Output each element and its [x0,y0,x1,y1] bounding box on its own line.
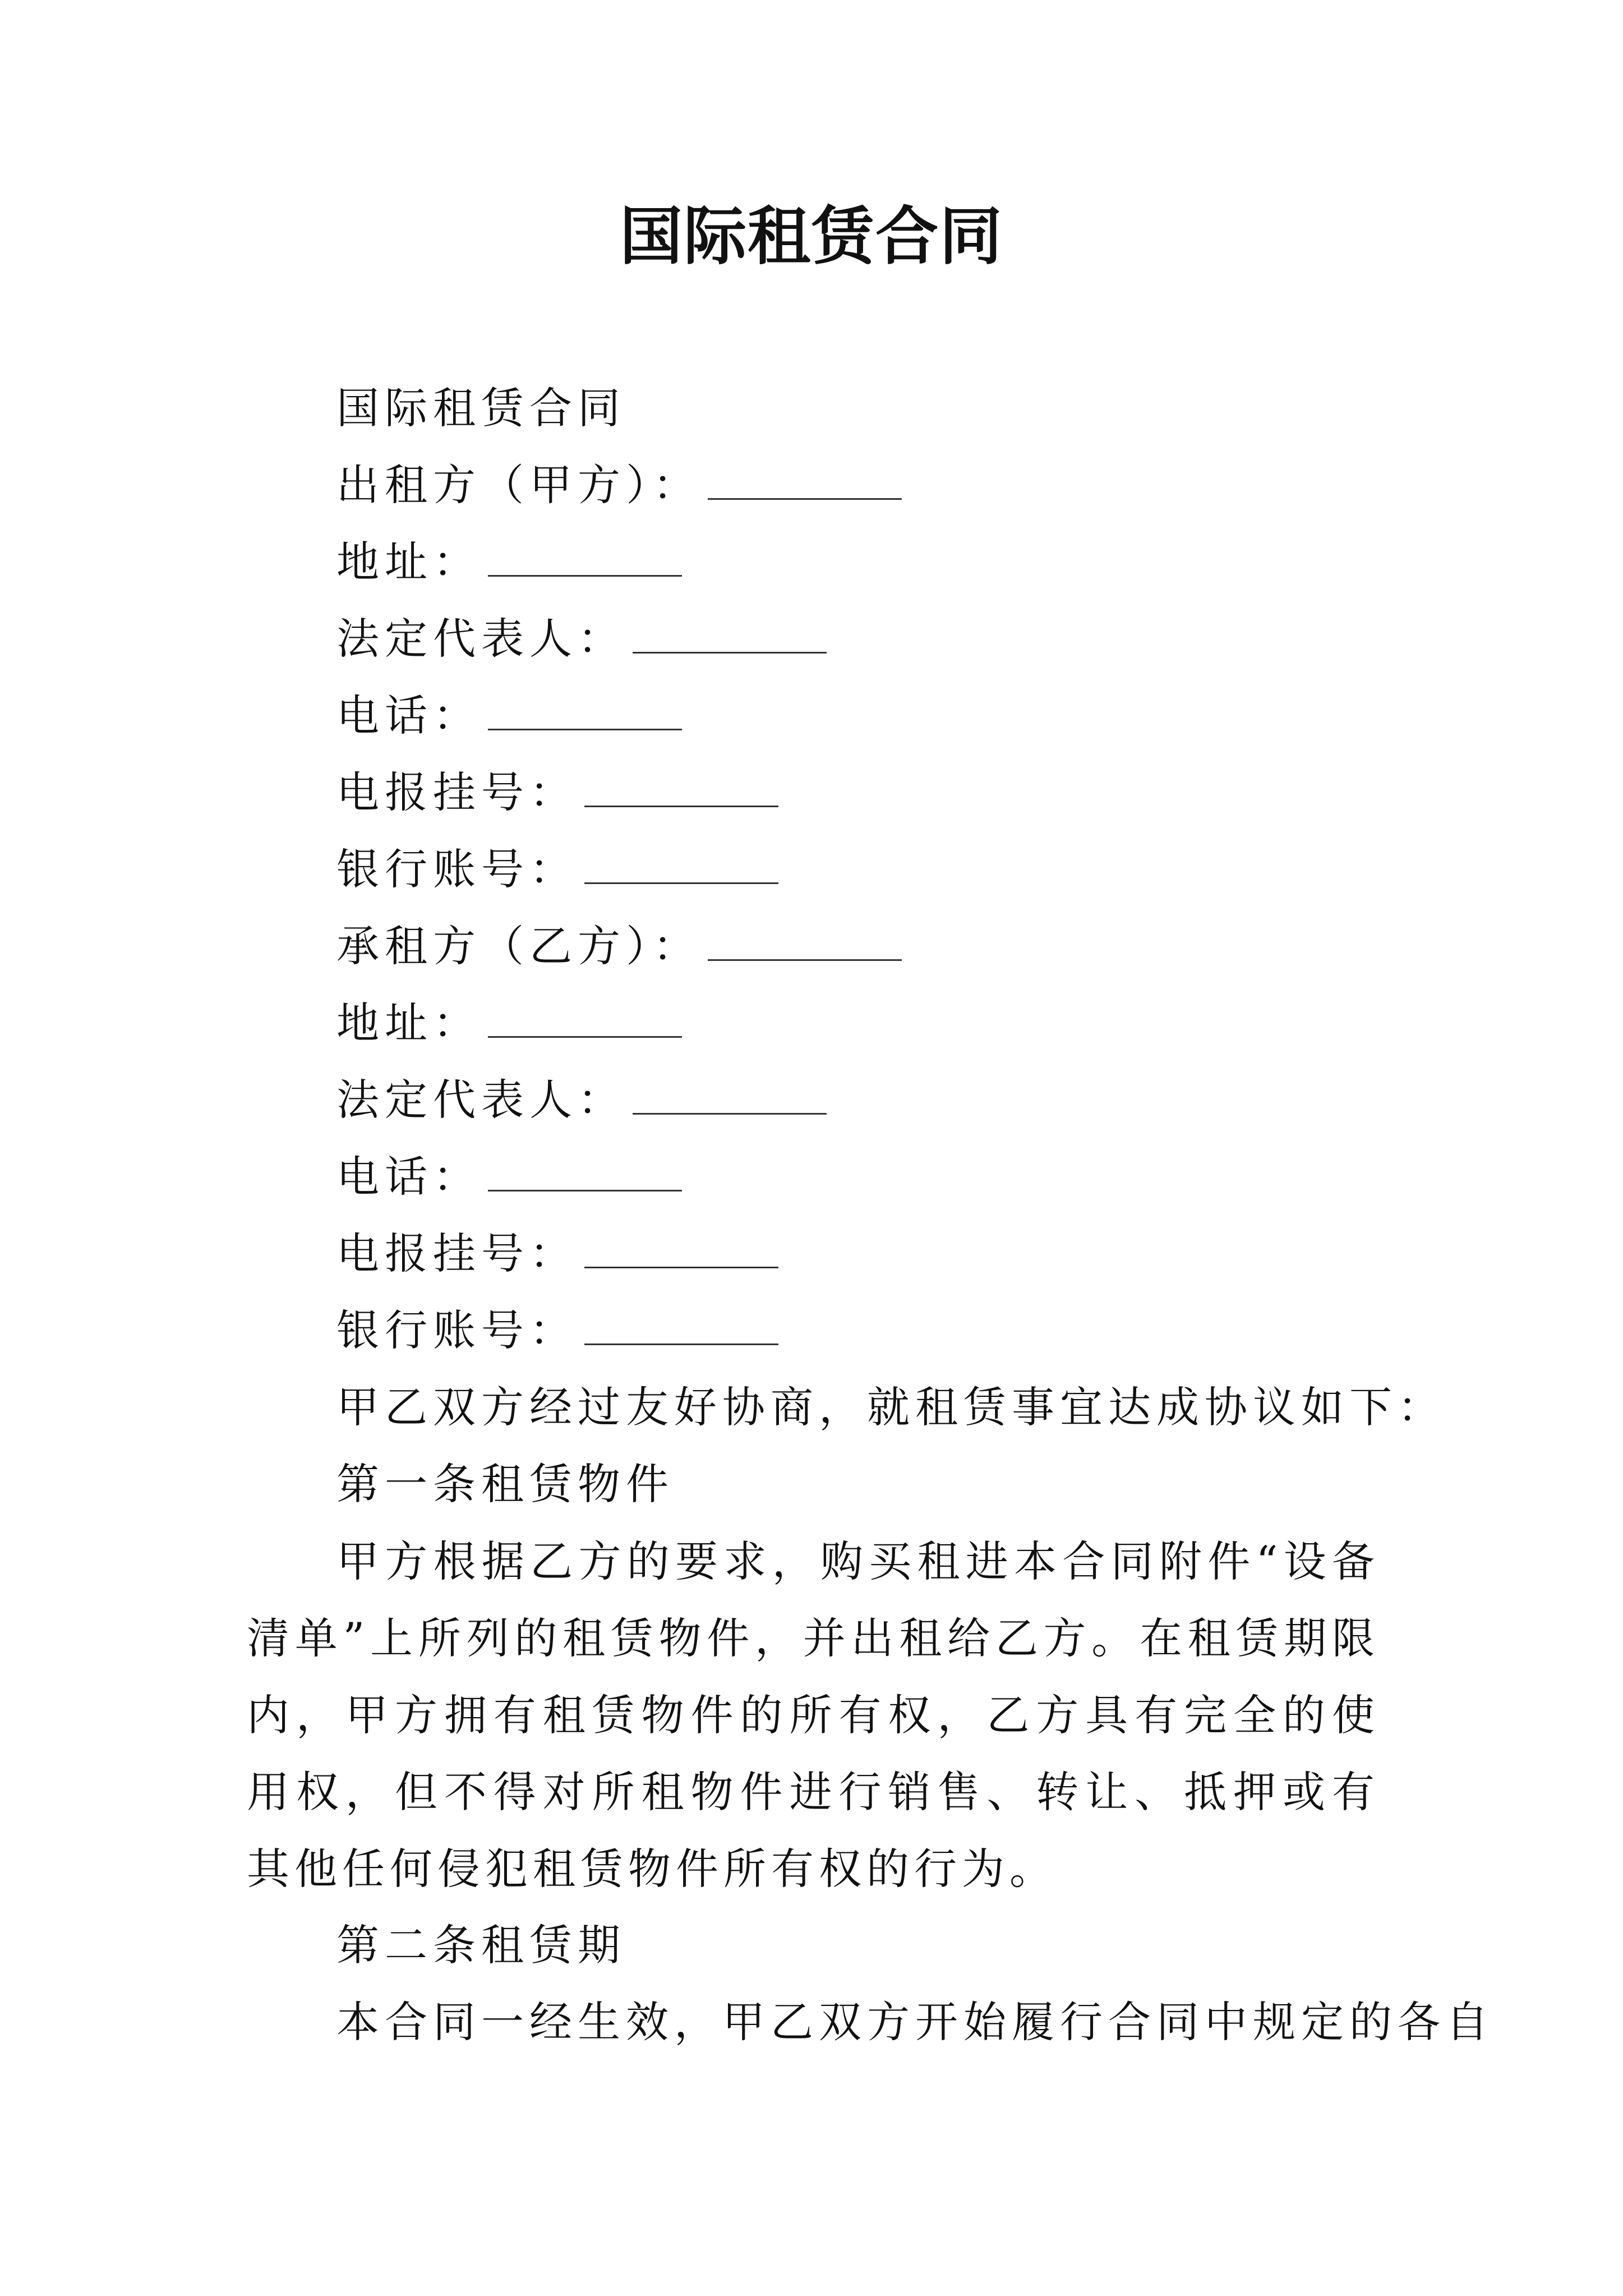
lessee-telegraph-field [336,1226,778,1282]
lessee-bank-account-field [336,1303,778,1359]
lessor-phone-field [336,688,682,744]
lessee-phone-blank [488,1153,682,1191]
lessor-telegraph-blank [584,769,778,807]
lessee-party-label: 承租方（乙方）： [336,921,701,971]
lessor-phone-blank [488,692,682,730]
agreement-intro: 甲乙双方经过友好协商，就租赁事宜达成协议如下： [336,1382,1446,1432]
lessee-address-blank [488,999,682,1038]
lessee-bank-account-label: 银行账号： [336,1305,578,1355]
lessor-address-label: 地址： [336,537,481,587]
lessor-address-blank [488,538,682,577]
lessor-party-field [336,457,902,513]
lessor-phone-label: 电话： [336,691,481,740]
lessor-legal-rep-field [336,611,827,667]
document-title: 国际租赁合同 [620,200,1003,273]
lessee-telegraph-blank [584,1230,778,1268]
lessee-bank-account-blank [584,1306,778,1345]
lessee-legal-rep-label: 法定代表人： [336,1075,626,1125]
lessor-legal-rep-label: 法定代表人： [336,614,626,664]
lessee-party-field [336,918,902,974]
lessee-legal-rep-field [336,1072,827,1128]
article2-heading: 第二条租赁期 [336,1920,626,1970]
lessor-telegraph-label: 电报挂号： [336,767,578,817]
lessor-bank-account-field [336,841,778,898]
lessee-legal-rep-blank [633,1076,827,1115]
lessee-phone-field [336,1149,682,1205]
lessor-party-blank [708,461,902,500]
lessee-telegraph-label: 电报挂号： [336,1228,578,1278]
intro-title: 国际租赁合同 [336,383,626,433]
lessee-party-blank [708,922,902,961]
lessee-address-label: 地址： [336,998,481,1048]
lessee-phone-label: 电话： [336,1152,481,1202]
lessor-bank-account-label: 银行账号： [336,844,578,894]
lessor-address-field [336,534,682,590]
article2-body: 本合同一经生效，甲乙双方开始履行合同中规定的各自 [336,1997,1494,2047]
lessor-legal-rep-blank [633,615,827,654]
article1-body: 甲方根据乙方的要求，购买租进本合同附件“设备清单”上所列的租赁物件，并出租给乙方。在租赁期限内，甲方拥有租赁物件的所有权，乙方具有完全的使用权，但不得对所租物件进行销售、转让、抵押或有其他任何侵犯租赁物件所有权的行为。 [247,1536,1380,1894]
lessor-bank-account-blank [584,845,778,884]
article1-heading: 第一条租赁物件 [336,1459,674,1509]
lessor-telegraph-field [336,765,778,821]
lessee-address-field [336,995,682,1051]
lessor-party-label: 出租方（甲方）： [336,460,701,510]
